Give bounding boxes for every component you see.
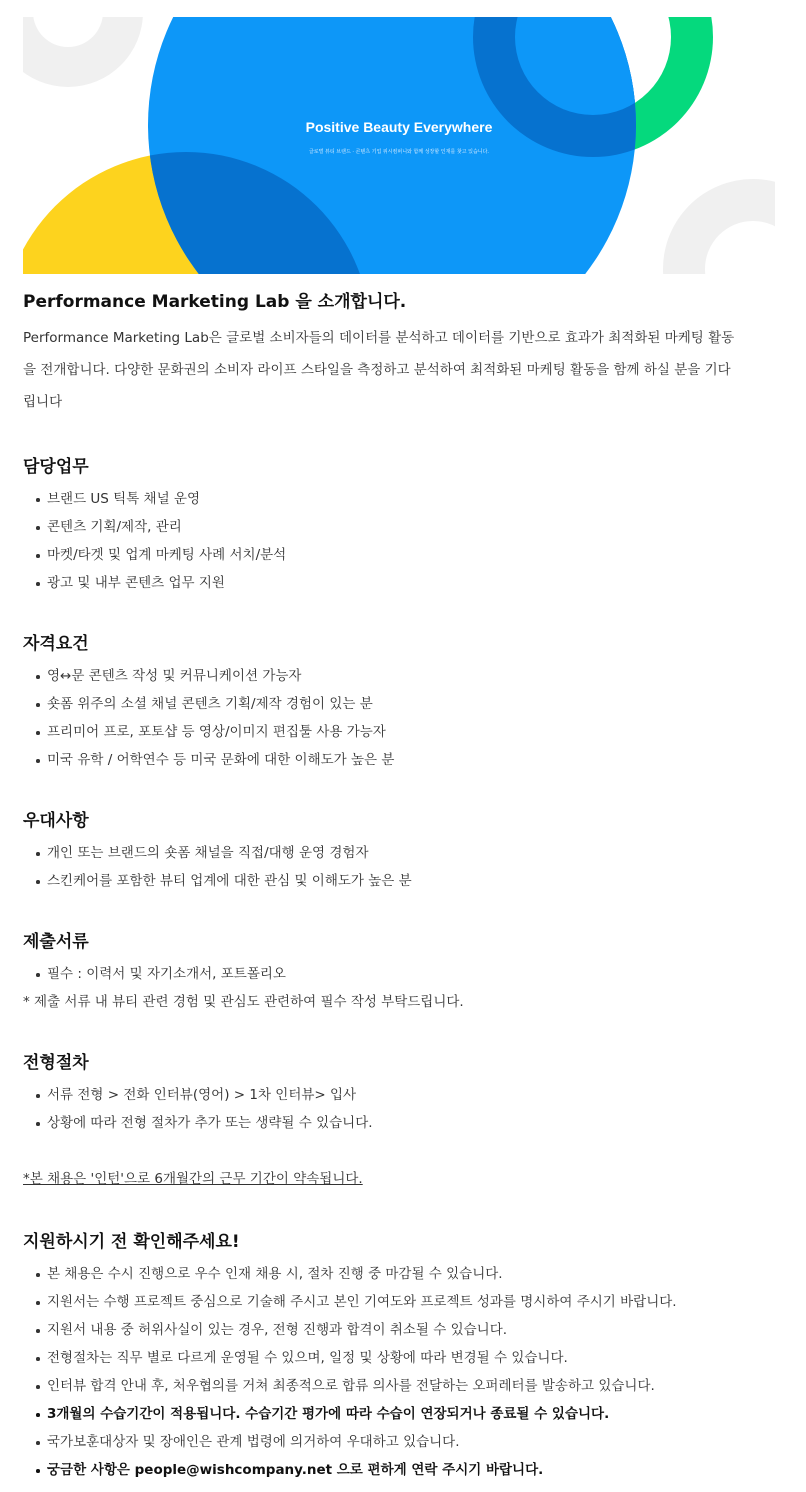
section-title-checklist: 지원하시기 전 확인해주세요! bbox=[23, 1232, 240, 1252]
section-title-duties: 담당업무 bbox=[23, 457, 89, 477]
list-item-probation: 3개월의 수습기간이 적용됩니다. 수습기간 평가에 따라 수습이 연장되거나 종료될 수 있습니다. bbox=[23, 1400, 783, 1428]
intro-line: 립니다 bbox=[23, 394, 63, 410]
list-item: 개인 또는 브랜드의 숏폼 채널을 직접/대행 운영 경험자 bbox=[23, 839, 783, 867]
job-description bbox=[23, 290, 783, 1484]
section-title-process: 전형절차 bbox=[23, 1053, 89, 1073]
list-item: 필수 : 이력서 및 자기소개서, 포트폴리오 bbox=[23, 960, 783, 988]
intern-note: *본 채용은 '인턴'으로 6개월간의 근무 기간이 약속됩니다. bbox=[23, 1171, 363, 1187]
documents-note: * 제출 서류 내 뷰티 관련 경험 및 관심도 관련하여 필수 작성 부탁드립니다. bbox=[23, 994, 464, 1010]
list-item: 전형절차는 직무 별로 다르게 운영될 수 있으며, 일정 및 상황에 따라 변경될 수 있습니다. bbox=[23, 1344, 783, 1372]
intro-line: Performance Marketing Lab은 글로벌 소비자들의 데이터를 분석하고 데이터를 기반으로 효과가 최적화된 마케팅 활동 bbox=[23, 330, 735, 346]
list-item: 스킨케어를 포함한 뷰티 업계에 대한 관심 및 이해도가 높은 분 bbox=[23, 867, 783, 895]
list-item: 지원서 내용 중 허위사실이 있는 경우, 전형 진행과 합격이 취소될 수 있습니다. bbox=[23, 1316, 783, 1344]
list-item: 프리미어 프로, 포토샵 등 영상/이미지 편집툴 사용 가능자 bbox=[23, 718, 783, 746]
list-item: 지원서는 수행 프로젝트 중심으로 기술해 주시고 본인 기여도와 프로젝트 성과를 명시하여 주시기 바랍니다. bbox=[23, 1288, 783, 1316]
banner-graphic bbox=[23, 17, 775, 274]
list-item: 인터뷰 합격 안내 후, 처우협의를 거쳐 최종적으로 합류 의사를 전달하는 오퍼레터를 발송하고 있습니다. bbox=[23, 1372, 783, 1400]
intro-text bbox=[23, 322, 783, 418]
checklist-list bbox=[23, 1260, 783, 1484]
list-item: 마켓/타겟 및 업계 마케팅 사례 서치/분석 bbox=[23, 541, 783, 569]
section-title-documents: 제출서류 bbox=[23, 932, 89, 952]
list-item: 서류 전형 > 전화 인터뷰(영어) > 1차 인터뷰> 입사 bbox=[23, 1081, 783, 1109]
section-title-preferred: 우대사항 bbox=[23, 811, 89, 831]
list-item: 숏폼 위주의 소셜 채널 콘텐츠 기획/제작 경험이 있는 분 bbox=[23, 690, 783, 718]
list-item: 상황에 따라 전형 절차가 추가 또는 생략될 수 있습니다. bbox=[23, 1109, 783, 1137]
list-item: 콘텐츠 기획/제작, 관리 bbox=[23, 513, 783, 541]
list-item-contact: 궁금한 사항은 people@wishcompany.net 으로 편하게 연락 주시기 바랍니다. bbox=[23, 1456, 783, 1484]
list-item: 본 채용은 수시 진행으로 우수 인재 채용 시, 절차 진행 중 마감될 수 있습니다. bbox=[23, 1260, 783, 1288]
intro-line: 을 전개합니다. 다양한 문화권의 소비자 라이프 스타일을 측정하고 분석하여 최적화된 마케팅 활동을 함께 하실 분을 기다 bbox=[23, 362, 731, 378]
list-item: 미국 유학 / 어학연수 등 미국 문화에 대한 이해도가 높은 분 bbox=[23, 746, 783, 774]
list-item: 국가보훈대상자 및 장애인은 관계 법령에 의거하여 우대하고 있습니다. bbox=[23, 1428, 783, 1456]
section-title-requirements: 자격요건 bbox=[23, 634, 89, 654]
documents-list bbox=[23, 960, 783, 988]
banner-title: Positive Beauty Everywhere bbox=[305, 119, 493, 135]
hero-banner bbox=[23, 17, 775, 274]
banner-subtitle: 글로벌 뷰티 브랜드 · 콘텐츠 기업 위시컴퍼니와 함께 성장할 인재를 찾고 있습니다. bbox=[308, 149, 490, 155]
duties-list bbox=[23, 485, 783, 597]
requirements-list bbox=[23, 662, 783, 774]
process-list bbox=[23, 1081, 783, 1137]
intro-title: Performance Marketing Lab 을 소개합니다. bbox=[23, 292, 407, 312]
list-item: 광고 및 내부 콘텐츠 업무 지원 bbox=[23, 569, 783, 597]
list-item: 영↔문 콘텐츠 작성 및 커뮤니케이션 가능자 bbox=[23, 662, 783, 690]
list-item: 브랜드 US 틱톡 채널 운영 bbox=[23, 485, 783, 513]
preferred-list bbox=[23, 839, 783, 895]
